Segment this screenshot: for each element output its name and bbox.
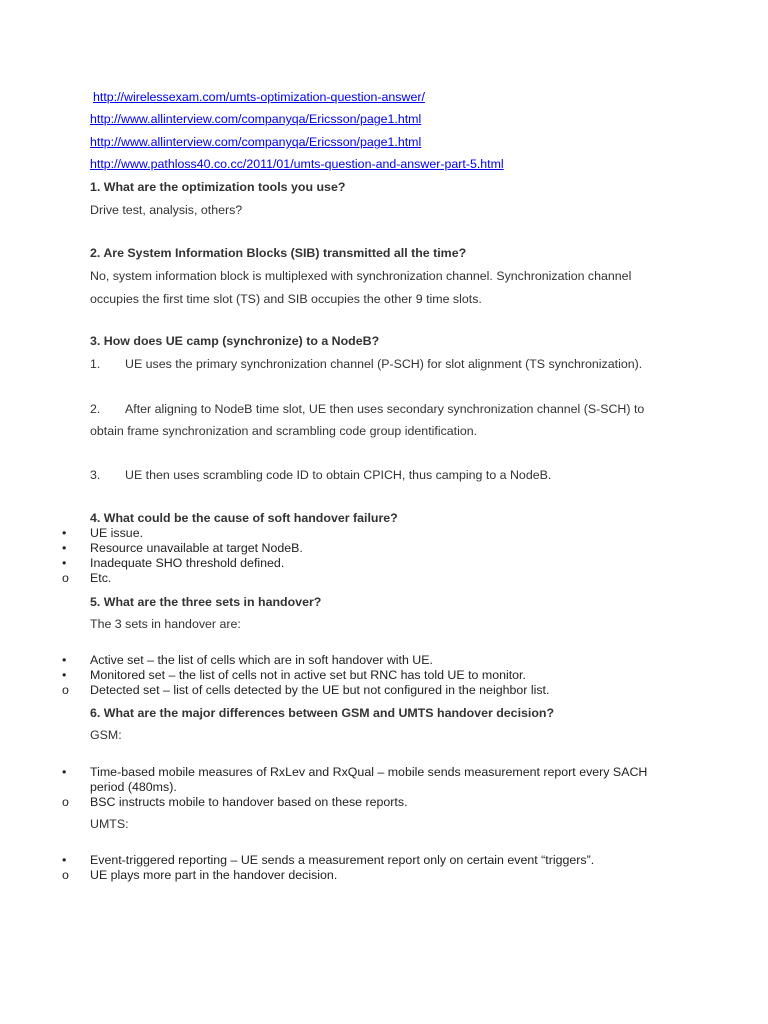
bullet-marker: • bbox=[62, 668, 67, 682]
list-item: Monitored set – the list of cells not in active set but RNC has told UE to monitor. bbox=[90, 668, 526, 682]
list-item: Time-based mobile measures of RxLev and RxQual – mobile sends measurement report every SACH bbox=[90, 765, 648, 779]
bullet-marker: • bbox=[62, 541, 67, 555]
list-item: UE plays more part in the handover decision. bbox=[90, 868, 338, 882]
link-allinterview-2[interactable]: http://www.allinterview.com/companyqa/Ericsson/page1.html bbox=[90, 135, 422, 149]
list-item: Active set – the list of cells which are in soft handover with UE. bbox=[90, 653, 433, 667]
list-item: UE issue. bbox=[90, 526, 144, 540]
circle-marker: o bbox=[62, 868, 69, 882]
list-item: Detected set – list of cells detected by the UE but not configured in the neighbor list. bbox=[90, 683, 550, 697]
question-5: 5. What are the three sets in handover? bbox=[90, 595, 322, 609]
bullet-marker: • bbox=[62, 556, 67, 570]
gsm-label: GSM: bbox=[90, 728, 122, 742]
step-text-continued: obtain frame synchronization and scrambling code group identification. bbox=[90, 424, 478, 438]
question-1: 1. What are the optimization tools you use? bbox=[90, 180, 346, 194]
list-item: Event-triggered reporting – UE sends a measurement report only on certain event “triggers”. bbox=[90, 853, 595, 867]
answer-1: Drive test, analysis, others? bbox=[90, 203, 243, 217]
answer-2-line-2: occupies the first time slot (TS) and SIB occupies the other 9 time slots. bbox=[90, 292, 482, 306]
circle-marker: o bbox=[62, 795, 69, 809]
link-wirelessexam[interactable]: http://wirelessexam.com/umts-optimization-question-answer/ bbox=[93, 90, 425, 104]
list-item: Resource unavailable at target NodeB. bbox=[90, 541, 303, 555]
list-item: BSC instructs mobile to handover based on these reports. bbox=[90, 795, 408, 809]
question-6: 6. What are the major differences between GSM and UMTS handover decision? bbox=[90, 706, 555, 720]
link-pathloss40[interactable]: http://www.pathloss40.co.cc/2011/01/umts-question-and-answer-part-5.html bbox=[90, 157, 504, 171]
list-item-continued: period (480ms). bbox=[90, 780, 177, 794]
circle-marker: o bbox=[62, 571, 69, 585]
step-number: 3. bbox=[90, 468, 101, 482]
list-item: Inadequate SHO threshold defined. bbox=[90, 556, 285, 570]
step-text: UE uses the primary synchronization channel (P-SCH) for slot alignment (TS synchronization). bbox=[125, 357, 643, 371]
step-text: UE then uses scrambling code ID to obtain CPICH, thus camping to a NodeB. bbox=[125, 468, 552, 482]
step-number: 2. bbox=[90, 402, 101, 416]
list-item: Etc. bbox=[90, 571, 112, 585]
answer-2-line-1: No, system information block is multiplexed with synchronization channel. Synchronization channel bbox=[90, 269, 632, 283]
bullet-marker: • bbox=[62, 853, 67, 867]
bullet-marker: • bbox=[62, 765, 67, 779]
answer-5-intro: The 3 sets in handover are: bbox=[90, 617, 241, 631]
umts-label: UMTS: bbox=[90, 817, 129, 831]
question-2: 2. Are System Information Blocks (SIB) transmitted all the time? bbox=[90, 246, 467, 260]
question-3: 3. How does UE camp (synchronize) to a NodeB? bbox=[90, 334, 380, 348]
step-number: 1. bbox=[90, 357, 101, 371]
link-allinterview-1[interactable]: http://www.allinterview.com/companyqa/Ericsson/page1.html bbox=[90, 112, 422, 126]
question-4: 4. What could be the cause of soft handover failure? bbox=[90, 511, 398, 525]
bullet-marker: • bbox=[62, 526, 67, 540]
step-text: After aligning to NodeB time slot, UE then uses secondary synchronization channel (S-SCH) to bbox=[125, 402, 645, 416]
circle-marker: o bbox=[62, 683, 69, 697]
bullet-marker: • bbox=[62, 653, 67, 667]
